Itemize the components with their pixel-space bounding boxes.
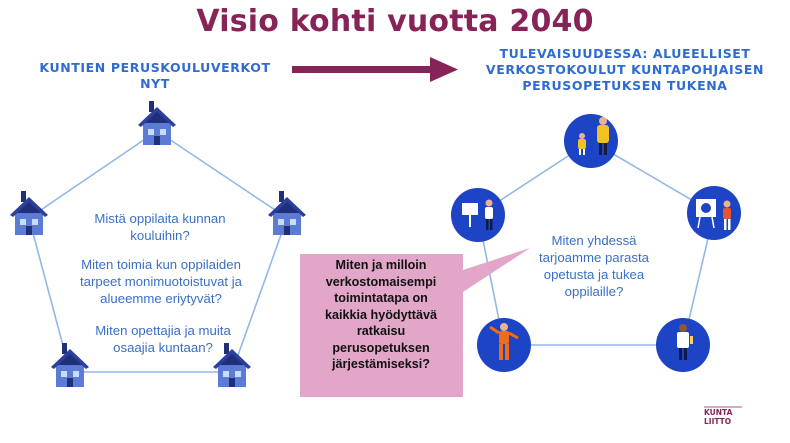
worker-icon	[477, 318, 531, 372]
question-line: tarpeet monimuotoistuvat ja	[80, 274, 242, 289]
question-line: Mistä oppilaita kunnan	[94, 211, 226, 226]
left-heading-line: KUNTIEN PERUSKOULUVERKOT	[39, 60, 271, 75]
question-students	[70, 210, 250, 244]
family-icon	[564, 114, 618, 168]
logo-line: LIITTO	[704, 417, 732, 426]
question-needs	[58, 256, 264, 307]
question-line: oppilaille?	[564, 284, 624, 299]
question-line: tarjoamme parasta	[539, 250, 649, 265]
callout-line: perusopetuksen	[332, 340, 430, 355]
right-heading-line: VERKOSTOKOULUT KUNTAPOHJAISEN	[485, 62, 765, 77]
scientist-icon	[656, 318, 710, 372]
arrow-right-icon	[292, 57, 458, 82]
question-line: Miten toimia kun oppilaiden	[81, 257, 241, 272]
callout-line: järjestämiseksi?	[331, 357, 430, 371]
callout-line: verkostomaisempi	[325, 274, 437, 289]
kuntaliitto-logo	[704, 407, 742, 426]
house-icon	[268, 191, 306, 235]
question-line: Miten yhdessä	[551, 233, 637, 248]
question-line: Miten opettajia ja muita	[95, 323, 231, 338]
callout-text	[306, 257, 456, 373]
logo-line: KUNTA	[704, 408, 733, 417]
question-line: alueemme eriytyvät?	[100, 291, 222, 306]
presenter-icon	[451, 188, 505, 242]
question-line: osaajia kuntaan?	[113, 340, 213, 355]
callout-line: Miten ja milloin	[335, 258, 427, 272]
teacher-board-icon	[687, 186, 741, 240]
right-heading-line: PERUSOPETUKSEN TUKENA	[522, 78, 728, 93]
house-icon	[138, 101, 176, 145]
callout-line: kaikkia hyödyttävä	[324, 307, 437, 322]
question-together	[524, 232, 664, 300]
callout-line: ratkaisu	[356, 324, 406, 338]
question-line: kouluihin?	[130, 228, 190, 243]
house-icon	[10, 191, 48, 235]
page-title: Visio kohti vuotta 2040	[196, 4, 594, 39]
right-heading-line: TULEVAISUUDESSA: ALUEELLISET	[499, 46, 751, 61]
question-line: opetusta ja tukea	[543, 267, 645, 282]
left-heading-line: NYT	[140, 76, 170, 91]
callout-line: toimintatapa on	[334, 291, 428, 305]
question-teachers	[68, 322, 258, 356]
